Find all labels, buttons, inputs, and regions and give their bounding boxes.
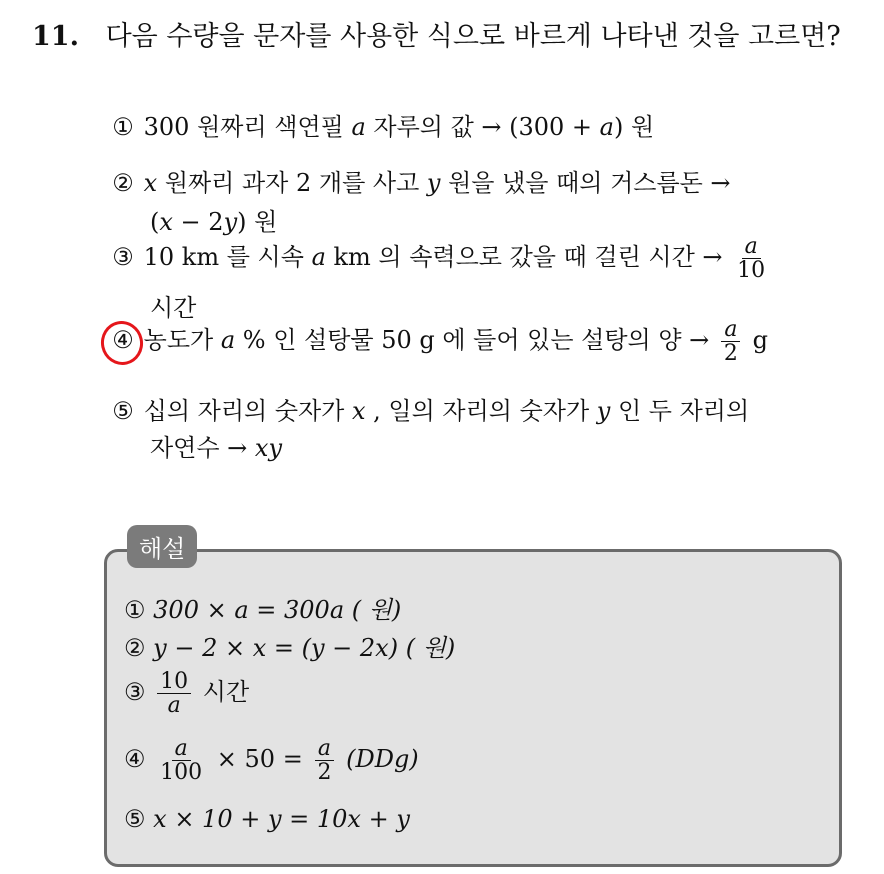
unit: g xyxy=(752,326,768,355)
variable: a xyxy=(220,326,236,355)
choice-text: 시간 xyxy=(150,294,197,322)
choice-marker: ② xyxy=(112,169,134,197)
variable: y xyxy=(426,169,441,197)
choice-text: 10 km 를 시속 xyxy=(143,243,312,272)
solution-line-4 xyxy=(124,737,419,784)
choice-text: ( xyxy=(150,208,160,236)
choice-text: 인 두 자리의 xyxy=(610,397,750,425)
fraction xyxy=(157,670,191,717)
choice-2[interactable] xyxy=(110,163,731,198)
question-number: 11. xyxy=(32,21,79,52)
solution-line-1 xyxy=(124,590,401,625)
solution-marker: ④ xyxy=(124,745,146,774)
variable: x xyxy=(352,397,366,425)
fraction xyxy=(734,235,768,282)
choice-5-continued xyxy=(150,428,282,463)
solution-marker: ⑤ xyxy=(124,805,146,833)
fraction-denominator: 2 xyxy=(723,341,738,367)
choice-text: 300 원짜리 색연필 xyxy=(143,113,352,141)
solution-expression: 시간 xyxy=(202,678,250,707)
solution-marker: ② xyxy=(124,634,146,662)
fraction xyxy=(157,737,205,784)
solution-expression: 300 × a = 300a ( 원) xyxy=(153,596,402,624)
choice-marker: ⑤ xyxy=(112,397,134,425)
variable: a xyxy=(351,113,366,141)
solution-expression: × 50 = xyxy=(216,745,311,774)
variable: x xyxy=(159,208,173,236)
choice-text: 자연수 → xyxy=(150,434,255,462)
solution-expression: y − 2 × x = (y − 2x) ( 원) xyxy=(153,634,456,662)
choice-text: km 의 속력으로 갔을 때 걸린 시간 → xyxy=(325,243,723,272)
fraction xyxy=(721,318,741,365)
choice-text: − 2 xyxy=(172,208,224,236)
choice-text: 십의 자리의 숫자가 xyxy=(143,397,352,425)
question-text: 다음 수량을 문자를 사용한 식으로 바르게 나타낸 것을 고르면? xyxy=(105,21,841,52)
variable: y xyxy=(223,208,238,236)
question-header xyxy=(32,14,841,53)
choice-text: ) 원 xyxy=(237,208,278,236)
fraction-numerator: 10 xyxy=(157,670,191,694)
solution-expression: (DDg) xyxy=(346,745,419,774)
choice-2-continued xyxy=(150,202,277,237)
solution-expression: x × 10 + y = 10x + y xyxy=(153,805,410,833)
fraction-numerator: a xyxy=(172,737,191,761)
fraction-numerator: a xyxy=(315,737,334,761)
choice-text: % 인 설탕물 50 g 에 들어 있는 설탕의 양 → xyxy=(235,326,710,355)
solution-marker: ① xyxy=(124,596,146,624)
choice-marker: ④ xyxy=(112,326,134,355)
choice-1[interactable] xyxy=(110,107,654,142)
solution-line-5 xyxy=(124,805,410,833)
choice-text: , 일의 자리의 숫자가 xyxy=(365,397,597,425)
choice-text: 농도가 xyxy=(143,326,221,355)
variable: a xyxy=(311,243,326,272)
solution-tag: 해설 xyxy=(127,525,197,568)
solution-marker: ③ xyxy=(124,678,146,707)
solution-line-3 xyxy=(124,670,249,717)
choice-text: 자루의 값 → (300 + xyxy=(365,113,600,141)
choice-text: ) 원 xyxy=(613,113,655,141)
fraction-denominator: a xyxy=(167,693,181,719)
variable: y xyxy=(596,397,611,425)
variable: xy xyxy=(254,434,283,462)
fraction-denominator: 2 xyxy=(317,760,332,786)
choice-text: 원짜리 과자 2 개를 사고 xyxy=(157,169,427,197)
variable: x xyxy=(143,169,158,197)
choice-4[interactable] xyxy=(110,318,768,365)
fraction-denominator: 100 xyxy=(160,760,203,786)
fraction xyxy=(314,737,334,784)
choice-text: 원을 냈을 때의 거스름돈 → xyxy=(440,169,731,197)
choice-3[interactable] xyxy=(110,235,772,282)
variable: a xyxy=(599,113,614,141)
fraction-numerator: a xyxy=(721,318,740,342)
choice-5[interactable] xyxy=(110,391,749,426)
fraction-denominator: 10 xyxy=(737,258,766,284)
choice-marker: ① xyxy=(112,113,134,141)
fraction-numerator: a xyxy=(742,235,761,259)
solution-line-2 xyxy=(124,628,455,663)
choice-marker: ③ xyxy=(112,243,134,272)
